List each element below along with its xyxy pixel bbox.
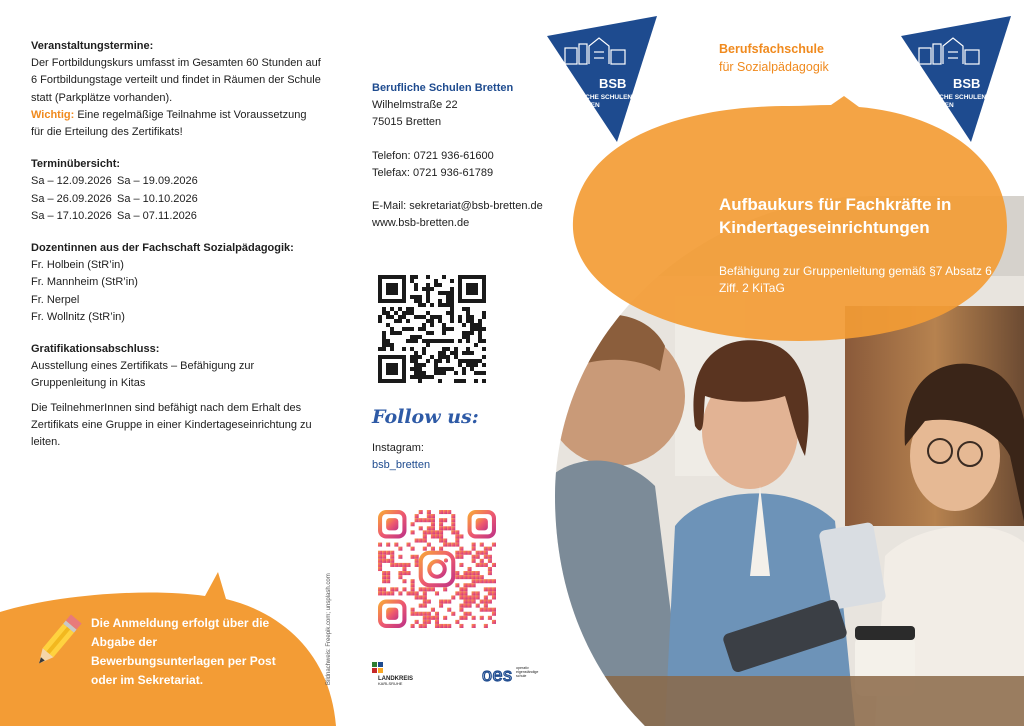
oes-logo — [480, 664, 542, 684]
instagram-handle[interactable]: bsb_bretten — [372, 459, 431, 471]
date-row — [31, 208, 321, 225]
dozent-item: Fr. Nerpel — [31, 293, 80, 306]
date-row — [31, 191, 321, 208]
date-cell: Sa – 19.09.2026 — [117, 175, 198, 188]
logo-line1: BERUFLICHE SCHULEN — [557, 94, 633, 101]
instagram-qr-code[interactable] — [378, 510, 496, 628]
dozent-item: Fr. Holbein (StR’in) — [31, 259, 124, 272]
dozent-heading: Dozentinnen aus der Fachschaft Sozialpädagogik: — [31, 242, 294, 255]
date-cell: Sa – 07.11.2026 — [117, 209, 197, 222]
bfs-line-2: für Sozialpädagogik — [719, 60, 829, 74]
date-cell: Sa – 26.09.2026 — [31, 192, 112, 205]
date-cell: Sa – 10.10.2026 — [117, 192, 198, 205]
bfs-line-1: Berufsfachschule — [719, 42, 824, 56]
wichtig-text: Eine regelmäßige Teilnahme ist Voraussetzung für die Erteilung des Zertifikats! — [31, 108, 307, 139]
dozent-item: Fr. Mannheim (StR’in) — [31, 276, 138, 289]
street: Wilhelmstraße 22 — [372, 99, 458, 112]
date-cell: Sa – 17.10.2026 — [31, 209, 112, 222]
city: 75015 Bretten — [372, 116, 442, 129]
dozenten-section — [31, 240, 321, 326]
uebersicht-section — [31, 156, 321, 225]
middle-panel — [340, 0, 545, 726]
termine-heading: Veranstaltungstermine: — [31, 40, 154, 52]
bsb-logo — [901, 16, 1013, 144]
photo-credit: Bildnachweis: Freepik.com; unsplash.com — [326, 573, 332, 685]
landkreis-logo-sub: KARLSRUHE — [378, 681, 403, 686]
bsb-logo — [547, 16, 659, 144]
logo-abbr: BSB — [953, 76, 981, 91]
qr-code-icon[interactable] — [378, 275, 486, 383]
uebersicht-heading: Terminübersicht: — [31, 158, 121, 171]
logo-line1: BERUFLICHE SCHULEN — [911, 94, 987, 101]
grat-heading: Gratifikationsabschluss: — [31, 343, 160, 356]
grat-text-2: Die TeilnehmerInnen sind befähigt nach dem Erhalt des Zertifikats eine Gruppe in einer Kindertageseinrichtung zu leiten. — [31, 401, 312, 449]
instagram-icon — [421, 553, 454, 586]
course-title: Aufbaukurs für Fachkräfte in Kindertageseinrichtungen — [719, 195, 952, 237]
wichtig-label: Wichtig: — [31, 108, 75, 121]
termine-text: Der Fortbildungskurs umfasst im Gesamten 60 Stunden auf 6 Fortbildungstage verteilt und findet in Räumen der Schule statt (Parkplätze vorhanden). — [31, 57, 321, 104]
landkreis-logo-text: LANDKREIS — [378, 676, 414, 682]
website-link[interactable]: www.bsb-bretten.de — [372, 217, 470, 230]
grat-text: Ausstellung eines Zertifikats – Befähigung zur Gruppenleitung in Kitas — [31, 360, 255, 390]
school-type-title — [719, 40, 829, 76]
logo-line2: BRETTEN — [569, 102, 600, 109]
oes-logo-sub: operativ eigenständige schule — [516, 666, 539, 679]
gratifikation-section — [31, 341, 321, 451]
phone: Telefon: 0721 936-61600 — [372, 149, 494, 162]
instagram-label: Instagram: — [372, 442, 424, 454]
date-cell: Sa – 12.09.2026 — [31, 175, 112, 188]
logo-line2: BRETTEN — [923, 102, 954, 109]
instagram-block — [372, 440, 430, 474]
event-details — [31, 38, 321, 466]
fax: Telefax: 0721 936-61789 — [372, 166, 494, 179]
registration-text: Die Anmeldung erfolgt über die Abgabe der Bewerbungsunterlagen per Post oder im Sekretariat. — [91, 616, 276, 687]
pencil-icon — [30, 612, 84, 672]
termine-section — [31, 38, 321, 141]
course-subtitle: Befähigung zur Gruppenleitung gemäß §7 Absatz 6 Ziff. 2 KiTaG — [719, 264, 992, 295]
left-panel — [0, 0, 340, 726]
date-row — [31, 173, 321, 190]
school-name: Berufliche Schulen Bretten — [372, 82, 514, 94]
landkreis-logo — [370, 660, 426, 686]
right-panel — [545, 0, 1024, 726]
photo-credit-wrap — [326, 573, 332, 726]
logo-abbr: BSB — [599, 76, 627, 91]
oes-logo-text: oes — [482, 665, 513, 684]
follow-us-heading: Follow us: — [372, 406, 479, 428]
contact-block — [372, 80, 545, 232]
email-link[interactable]: E-Mail: sekretariat@bsb-bretten.de — [372, 200, 543, 213]
dozent-item: Fr. Wollnitz (StR’in) — [31, 310, 125, 323]
